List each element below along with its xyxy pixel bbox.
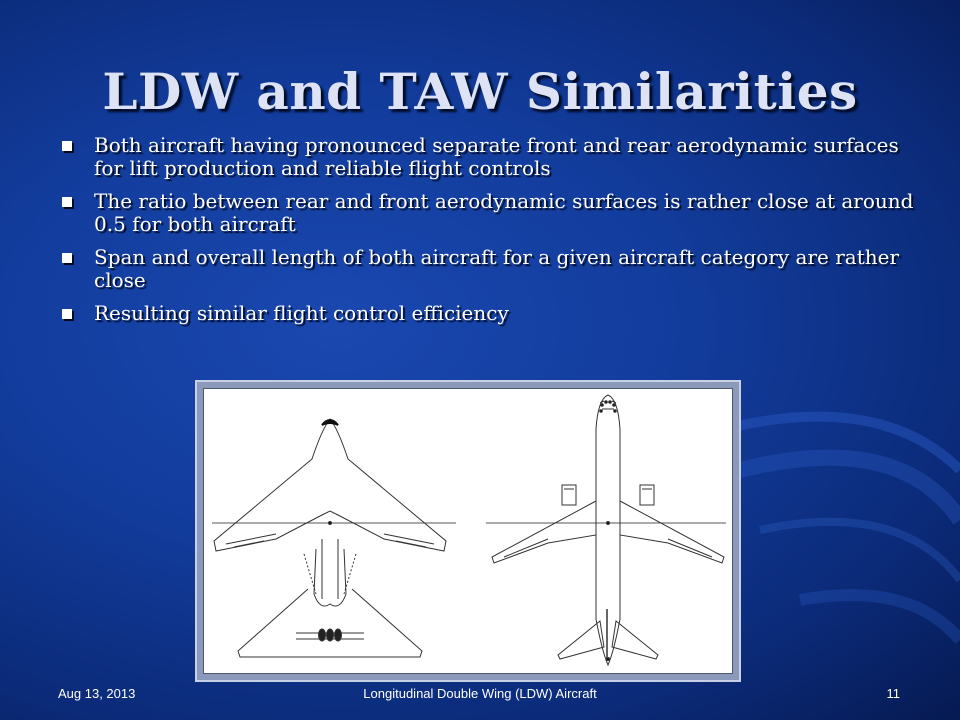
bullet-text: The ratio between rear and front aerodynamic surfaces is rather close at around 0.5 for both aircraft (94, 189, 914, 236)
taw-planform (486, 395, 726, 665)
slide-title: LDW and TAW Similarities (102, 62, 858, 121)
bullet-marker (62, 253, 72, 263)
bullet-item (58, 246, 918, 292)
aircraft-drawing (204, 389, 734, 675)
bullet-text: Both aircraft having pronounced separate front and rear aerodynamic surfaces for lift production and reliable flight controls (94, 133, 899, 180)
bullet-list (58, 134, 918, 335)
bullet-text: Span and overall length of both aircraft for a given aircraft category are rather close (94, 245, 900, 292)
bullet-text: Resulting similar flight control efficiency (94, 301, 509, 325)
slide-number: 11 (886, 686, 900, 701)
footer-title: Longitudinal Double Wing (LDW) Aircraft (363, 686, 597, 701)
bullet-marker (62, 141, 72, 151)
ldw-planform (212, 419, 456, 657)
bullet-item (58, 134, 918, 180)
bullet-item (58, 190, 918, 236)
bullet-item (58, 302, 918, 325)
figure-canvas (203, 388, 733, 674)
aircraft-figure (195, 380, 741, 682)
footer-date: Aug 13, 2013 (58, 686, 136, 701)
bullet-marker (62, 309, 72, 319)
bullet-marker (62, 197, 72, 207)
